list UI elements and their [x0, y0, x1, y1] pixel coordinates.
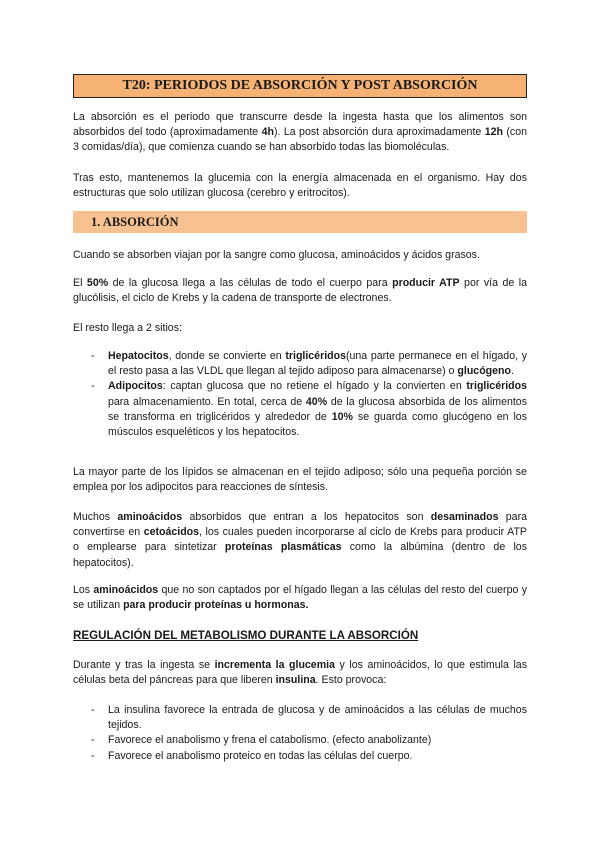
glucose-destinations-list	[73, 349, 527, 440]
section-header-label: 1. ABSORCIÓN	[91, 215, 179, 229]
list-item: - Hepatocitos, donde se convierte en triglicéridos(una parte permanece en el hígado, y el resto pasa a las VLDL que llegan al tejido adiposo para almacenarse) o glucógeno.	[73, 349, 527, 379]
intro-paragraph-1: La absorción es el periodo que transcurre desde la ingesta hasta que los alimentos son absorbidos del todo (aproximadamente 4h). La post absorción dura aproximadamente 12h (con 3 comidas/día), que comienza cuando se han absorbido todas las biomoléculas.	[73, 111, 527, 154]
paragraph-rest: El resto llega a 2 sitios:	[73, 322, 182, 334]
paragraph-lipids: La mayor parte de los lípidos se almacenan en el tejido adiposo; sólo una pequeña porción se emplea por los adipocitos para reacciones de síntesis.	[73, 466, 527, 494]
paragraph-glucose-50: El 50% de la glucosa llega a las células de todo el cuerpo para producir ATP por vía de la glucólisis, el ciclo de Krebs y la cadena de transporte de electrones.	[73, 277, 527, 305]
intro-paragraph-2: Tras esto, mantenemos la glucemia con la energía almacenada en el organismo. Hay dos estructuras que solo utilizan glucosa (cerebro y eritrocitos).	[73, 172, 527, 200]
document-title: T20: PERIODOS DE ABSORCIÓN Y POST ABSORCIÓN	[73, 74, 527, 98]
paragraph-amino-acids-body: Los aminoácidos que no son captados por el hígado llegan a las células del resto del cuerpo y se utilizan para producir proteínas u hormonas.	[73, 584, 527, 612]
section-heading-regulation: REGULACIÓN DEL METABOLISMO DURANTE LA ABSORCIÓN	[73, 629, 419, 642]
insulin-effects-list	[73, 703, 527, 764]
paragraph-amino-acids-liver: Muchos aminoácidos absorbidos que entran a los hepatocitos son desaminados para convertirse en cetoácidos, los cuales pueden incorporarse al ciclo de Krebs para producir ATP o emplearse para sintetizar proteínas plasmáticas como la albúmina (dentro de los hepatocitos).	[73, 511, 527, 569]
paragraph-transport: Cuando se absorben viajan por la sangre como glucosa, aminoácidos y ácidos grasos.	[73, 249, 480, 261]
list-item: - Adipocitos: captan glucosa que no retiene el hígado y la convierten en triglicéridos para almacenamiento. En total, cerca de 40% de la glucosa absorbida de los alimentos se transforma en triglicéridos y alrededor de 10% se guarda como glucógeno en los músculos esqueléticos y los hepatocitos.	[73, 379, 527, 440]
list-item: - Favorece el anabolismo y frena el catabolismo. (efecto anabolizante)	[73, 733, 527, 748]
section-header-absorcion	[73, 211, 527, 233]
paragraph-insulin: Durante y tras la ingesta se incrementa la glucemia y los aminoácidos, lo que estimula las células beta del páncreas para que liberen insulina. Esto provoca:	[73, 659, 527, 687]
list-item: - La insulina favorece la entrada de glucosa y de aminoácidos a las células de muchos tejidos.	[73, 703, 527, 733]
list-item: - Favorece el anabolismo proteico en todas las células del cuerpo.	[73, 749, 527, 764]
